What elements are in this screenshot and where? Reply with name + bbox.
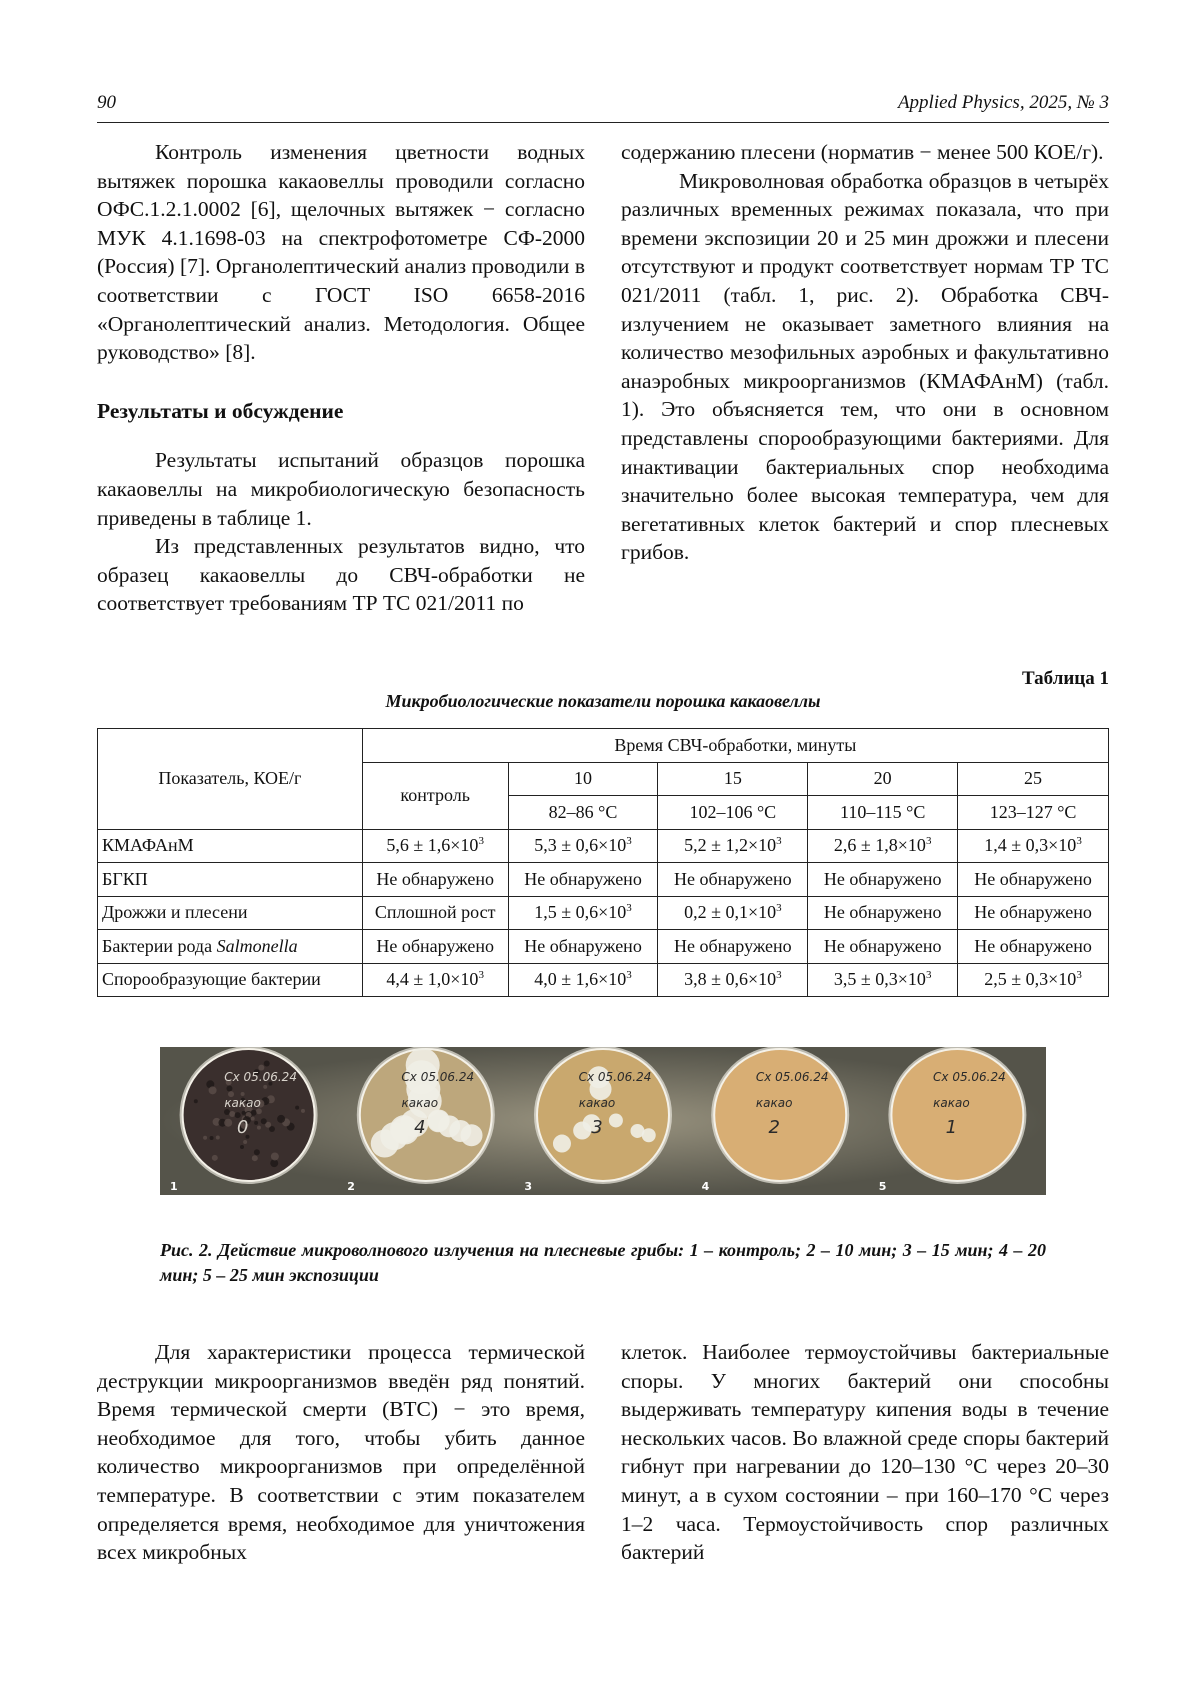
header-temp-value: 123–127 °C bbox=[958, 796, 1109, 830]
paragraph: Из представленных результатов видно, что образец какаовеллы до СВЧ-обработки не соответствует требованиям ТР ТС 021/2011 по bbox=[97, 534, 585, 616]
header-time-value: 10 bbox=[508, 762, 658, 796]
page-number: 90 bbox=[97, 92, 116, 113]
dish-handwriting: 1 bbox=[945, 1117, 958, 1138]
paragraph: Результаты испытаний образцов порошка какаовеллы на микробиологическую безопасность приведены в таблице 1. bbox=[97, 448, 585, 530]
table-cell: Не обнаружено bbox=[958, 930, 1109, 964]
header-time-value: 20 bbox=[808, 762, 958, 796]
dish-handwriting: 3 bbox=[591, 1117, 603, 1138]
header-temp-value: 102–106 °C bbox=[658, 796, 808, 830]
header-time: Время СВЧ-обработки, минуты bbox=[362, 729, 1108, 763]
dish-handwriting: какао bbox=[224, 1096, 261, 1110]
mold-colony bbox=[427, 1110, 449, 1132]
header-indicator: Показатель, КОЕ/г bbox=[98, 729, 363, 830]
header-time-value: 25 bbox=[958, 762, 1109, 796]
table-cell: $1,5 \pm 0,6\times 10^3$ bbox=[508, 896, 658, 930]
row-label: Спорообразующие бактерии bbox=[98, 963, 363, 997]
column-right-top bbox=[621, 138, 1109, 567]
mold-colony bbox=[553, 1135, 571, 1153]
dish-handwriting: 0 bbox=[236, 1117, 249, 1138]
row-label: Бактерии рода Salmonella bbox=[98, 930, 363, 964]
paragraph: Для характеристики процесса термической деструкции микроорганизмов введён ряд понятий. Время термической смерти (ВТС) − это время, необходимое для того, чтобы убить данное количество микроорганизмов при определённой температуре. В соответствии с этим показателем определяется время, необходимое для уничтожения всех микробных bbox=[97, 1340, 585, 1565]
microbiology-table bbox=[97, 728, 1109, 997]
journal-title: Applied Physics, 2025, № 3 bbox=[897, 92, 1109, 113]
header-time-value: 15 bbox=[658, 762, 808, 796]
table-header-row bbox=[98, 729, 1109, 763]
column-right-bottom bbox=[621, 1338, 1109, 1567]
petri-dish-photo bbox=[160, 1047, 1046, 1195]
table-cell: $5,3 \pm 0,6\times 10^3$ bbox=[508, 829, 658, 863]
table-row bbox=[98, 829, 1109, 863]
table-cell: $1,4 \pm 0,3\times 10^3$ bbox=[958, 829, 1109, 863]
dish-handwriting: какао bbox=[578, 1096, 616, 1110]
table-row bbox=[98, 930, 1109, 964]
dish-handwriting: какао bbox=[933, 1096, 970, 1110]
dish-handwriting: какао bbox=[401, 1096, 439, 1110]
table-cell: $5,6 \pm 1,6\times 10^3$ bbox=[362, 829, 508, 863]
row-label: Дрожжи и плесени bbox=[98, 896, 363, 930]
table-row bbox=[98, 896, 1109, 930]
table-cell: Не обнаружено bbox=[808, 930, 958, 964]
table-cell: Сплошной рост bbox=[362, 896, 508, 930]
dish-handwriting: Cх 05.06.24 bbox=[224, 1070, 297, 1084]
table-cell: Не обнаружено bbox=[508, 863, 658, 897]
table-cell: Не обнаружено bbox=[658, 930, 808, 964]
table-cell: Не обнаружено bbox=[958, 896, 1109, 930]
table-number: Таблица 1 bbox=[1021, 668, 1109, 689]
table-cell: $3,8 \pm 0,6\times 10^3$ bbox=[658, 963, 808, 997]
header-temp-value: 110–115 °C bbox=[808, 796, 958, 830]
dish-handwriting: Cх 05.06.24 bbox=[578, 1070, 652, 1084]
mold-colony bbox=[609, 1113, 623, 1127]
table-cell: Не обнаружено bbox=[362, 863, 508, 897]
table-row bbox=[98, 963, 1109, 997]
dish-handwriting: какао bbox=[755, 1096, 793, 1110]
panel-number: 2 bbox=[347, 1180, 355, 1193]
table-cell: Не обнаружено bbox=[958, 863, 1109, 897]
panel-number: 5 bbox=[878, 1180, 887, 1193]
table-cell: $2,5 \pm 0,3\times 10^3$ bbox=[958, 963, 1109, 997]
table-cell: Не обнаружено bbox=[362, 930, 508, 964]
paragraph: Микроволновая обработка образцов в четырёх различных временных режимах показала, что при времени экспозиции 20 и 25 мин дрожжи и плесени отсутствуют и продукт соответствует нормам ТР ТС 021/2011 (табл. 1, рис. 2). Обработка СВЧ-излучением не оказывает заметного влияния на количество мезофильных аэробных и факультативно анаэробных микроорганизмов (КМАФАнМ) (табл. 1). Это объясняется тем, что они в основном представлены спорообразующими бактериями. Для инактивации бактериальных спор необходима значительно более высокая температура, чем для вегетативных клеток бактерий и спор плесневых грибов. bbox=[621, 168, 1109, 565]
table-cell: $4,4 \pm 1,0\times 10^3$ bbox=[362, 963, 508, 997]
running-header bbox=[97, 92, 1109, 123]
table-cell: Не обнаружено bbox=[808, 896, 958, 930]
paragraph: содержанию плесени (норматив − менее 500 КОЕ/г). bbox=[621, 140, 1104, 164]
paragraph: клеток. Наиболее термоустойчивы бактериальные споры. У многих бактерий они способны выдерживать температуру кипения воды в течение нескольких часов. Во влажной среде споры бактерий гибнут при нагревании до 120–130 °C через 20–30 минут, а в сухом состоянии – при 160–170 °C через 1–2 часа. Термоустойчивость спор различных бактерий bbox=[621, 1340, 1109, 1565]
header-temp-value: 82–86 °C bbox=[508, 796, 658, 830]
section-heading: Результаты и обсуждение bbox=[97, 398, 344, 423]
panel-number: 4 bbox=[701, 1180, 710, 1193]
dish-handwriting: 4 bbox=[414, 1117, 426, 1138]
table-cell: $2,6 \pm 1,8\times 10^3$ bbox=[808, 829, 958, 863]
table-cell: $4,0 \pm 1,6\times 10^3$ bbox=[508, 963, 658, 997]
table-row bbox=[98, 863, 1109, 897]
column-left-top bbox=[97, 138, 585, 618]
dish-handwriting: Cх 05.06.24 bbox=[933, 1070, 1006, 1084]
row-label: БГКП bbox=[98, 863, 363, 897]
table-cell: Не обнаружено bbox=[658, 863, 808, 897]
figure-caption: Рис. 2. Действие микроволнового излучения на плесневые грибы: 1 – контроль; 2 – 10 мин; 3 – 15 мин; 4 – 20 мин; 5 – 25 мин экспозиции bbox=[160, 1240, 1046, 1285]
table-cell: Не обнаружено bbox=[508, 930, 658, 964]
dish-handwriting: Cх 05.06.24 bbox=[401, 1070, 475, 1084]
table-title: Микробиологические показатели порошка какаовеллы bbox=[385, 691, 821, 711]
header-control: контроль bbox=[362, 762, 508, 829]
table-cell: $5,2 \pm 1,2\times 10^3$ bbox=[658, 829, 808, 863]
table-cell: Не обнаружено bbox=[808, 863, 958, 897]
table-cell: $0,2 \pm 0,1\times 10^3$ bbox=[658, 896, 808, 930]
panel-number: 3 bbox=[524, 1180, 533, 1193]
column-left-bottom bbox=[97, 1338, 585, 1567]
row-label: КМАФАнМ bbox=[98, 829, 363, 863]
dish-handwriting: 2 bbox=[768, 1117, 780, 1138]
panel-number: 1 bbox=[170, 1180, 178, 1193]
paragraph: Контроль изменения цветности водных вытяжек порошка какаовеллы проводили согласно ОФС.1.2.1.0002 [6], щелочных вытяжек − согласно МУК 4.1.1698-03 на спектрофотометре СФ-2000 (Россия) [7]. Органолептический анализ проводили в соответствии с ГОСТ ISO 6658-2016 «Органолептический анализ. Методология. Общее руководство» [8]. bbox=[97, 140, 585, 365]
dish-handwriting: Cх 05.06.24 bbox=[755, 1070, 829, 1084]
mold-colony bbox=[630, 1124, 644, 1138]
table-cell: $3,5 \pm 0,3\times 10^3$ bbox=[808, 963, 958, 997]
